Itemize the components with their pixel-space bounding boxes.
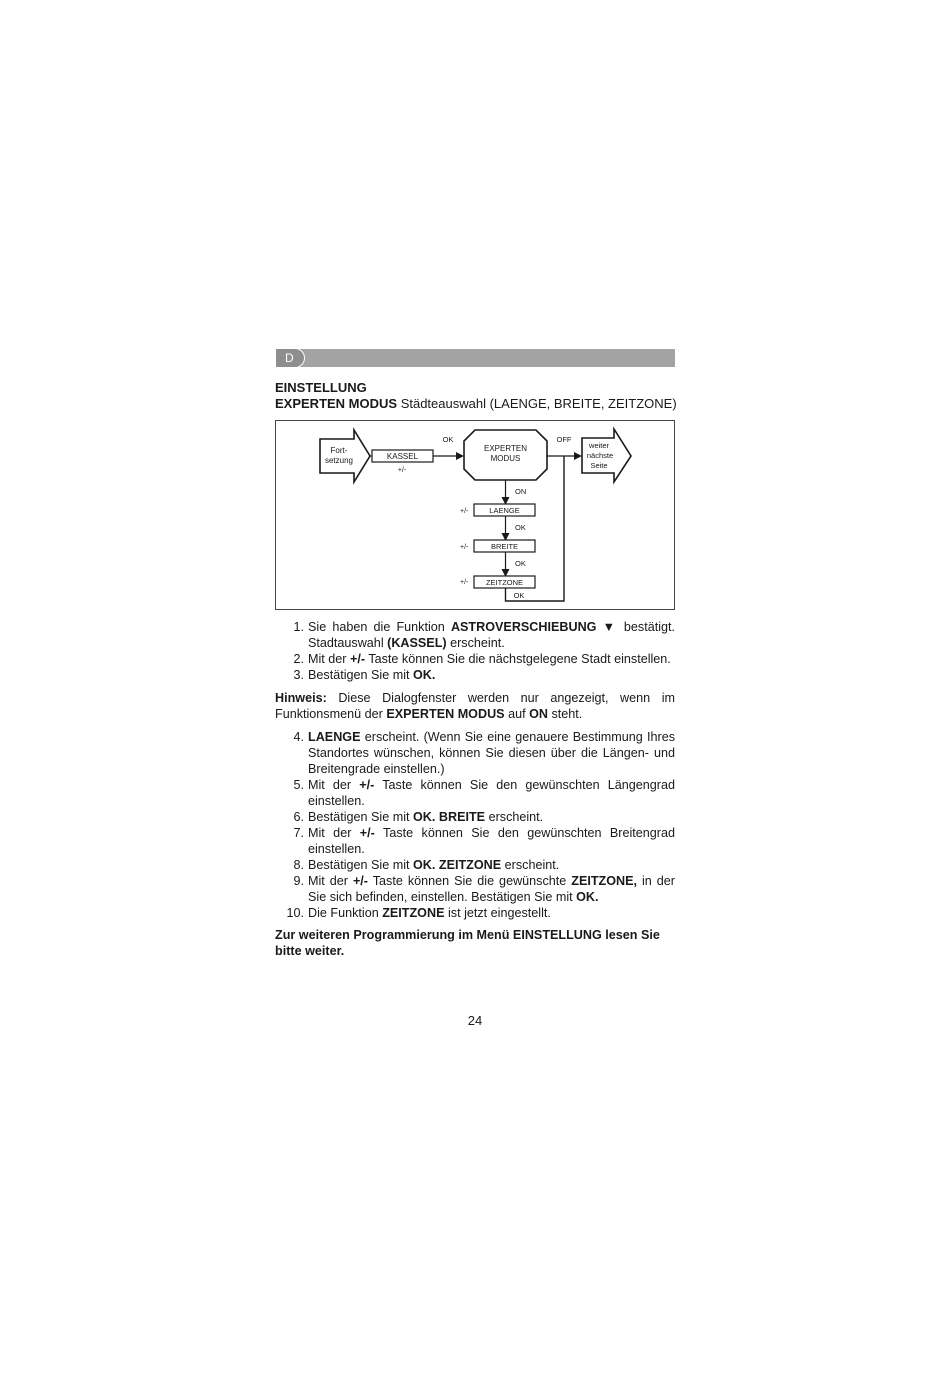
subtitle-mode: EXPERTEN MODUS xyxy=(275,396,398,411)
item-bold: ZEITZONE xyxy=(382,906,445,920)
end-arrow-label-2: nächste xyxy=(586,451,614,460)
item-text: Sie haben die Funktion xyxy=(308,620,451,634)
item-bold: OK. xyxy=(576,890,599,904)
hint-paragraph xyxy=(275,690,675,722)
list-item xyxy=(275,729,675,777)
end-arrow-label-1: weiter xyxy=(588,441,610,450)
item-text: Taste können Sie den gewünschten Längengrad einstellen. xyxy=(308,778,675,808)
item-number: 7. xyxy=(293,826,304,840)
experten-label-2: MODUS xyxy=(490,454,521,463)
hint-text: auf xyxy=(504,707,530,721)
item-text: Taste können Sie die gewünschte xyxy=(368,874,572,888)
item-bold: ZEITZONE, xyxy=(571,874,638,888)
item-bold: +/- xyxy=(359,778,375,792)
item-text: ist jetzt eingestellt. xyxy=(444,906,551,920)
end-arrow-label-3: Seite xyxy=(590,461,608,470)
experten-label-1: EXPERTEN xyxy=(484,444,527,453)
page-number: 24 xyxy=(467,1013,483,1028)
hint-bold: ON xyxy=(529,707,548,721)
item-bold: LAENGE xyxy=(308,730,361,744)
hint-text: Diese Dialogfenster werden nur angezeigt, wenn im Funktionsmenü der xyxy=(275,691,675,721)
list-item xyxy=(275,777,675,809)
list-item xyxy=(275,809,675,825)
item-text: erscheint. xyxy=(485,810,544,824)
item-text: erscheint. (Wenn Sie eine genauere Bestimmung Ihres Standortes wünschen, können Sie diesen über die Längen- und Breitengrade einstellen.) xyxy=(308,730,675,776)
item-number: 1. xyxy=(293,620,304,634)
language-badge: D xyxy=(275,348,305,368)
list-item xyxy=(275,825,675,857)
list-item xyxy=(275,905,675,921)
item-number: 8. xyxy=(293,858,304,872)
item-text: Bestätigen Sie mit xyxy=(308,858,413,872)
item-number: 9. xyxy=(293,874,304,888)
hint-text: steht. xyxy=(547,707,583,721)
item-bold: OK. ZEITZONE xyxy=(413,858,502,872)
item-number: 6. xyxy=(293,810,304,824)
ok-label-zeitzone: OK xyxy=(513,591,525,600)
hint-label: Hinweis: xyxy=(275,691,327,705)
item-number: 10. xyxy=(286,906,304,920)
item-text: erscheint. xyxy=(501,858,560,872)
item-number: 5. xyxy=(293,778,304,792)
on-label: ON xyxy=(515,487,527,496)
list-item xyxy=(275,651,675,667)
closing-note: Zur weiteren Programmierung im Menü EINSTELLUNG lesen Sie bitte weiter. xyxy=(275,928,660,958)
subtitle xyxy=(275,396,677,411)
kassel-plusminus: +/- xyxy=(397,467,407,474)
breite-plusminus: +/- xyxy=(460,544,469,551)
item-bold: +/- xyxy=(359,826,375,840)
hint-bold: EXPERTEN MODUS xyxy=(386,707,505,721)
laenge-label: LAENGE xyxy=(489,506,520,515)
list-item xyxy=(275,667,675,683)
item-text: Taste können Sie die nächstgelegene Stadt einstellen. xyxy=(365,652,671,666)
kassel-label: KASSEL xyxy=(386,452,419,461)
subtitle-rest: Städteauswahl (LAENGE, BREITE, ZEITZONE) xyxy=(397,396,677,411)
list-item xyxy=(275,619,675,651)
list-item xyxy=(275,857,675,873)
item-bold: +/- xyxy=(350,652,366,666)
item-text: in der Sie sich befinden, einstellen. Bestätigen Sie mit xyxy=(308,874,675,904)
off-label: OFF xyxy=(556,435,572,444)
zeitzone-plusminus: +/- xyxy=(460,579,469,586)
item-text: erscheint. xyxy=(446,636,505,650)
item-text: Bestätigen Sie mit xyxy=(308,668,413,682)
item-text: Mit der xyxy=(308,874,353,888)
item-bold: ASTROVERSCHIEBUNG ▼ xyxy=(450,620,618,634)
header-bar xyxy=(275,349,675,367)
item-bold: OK. xyxy=(413,668,436,682)
flow-diagram xyxy=(275,420,675,610)
item-number: 4. xyxy=(293,730,304,744)
section-title: EINSTELLUNG xyxy=(275,380,367,395)
start-arrow-label-2: setzung xyxy=(324,456,354,465)
ok-label-top: OK xyxy=(442,435,454,444)
item-number: 3. xyxy=(293,668,304,682)
item-text: Bestätigen Sie mit xyxy=(308,810,413,824)
steps-list-1 xyxy=(275,619,675,683)
item-text: Die Funktion xyxy=(308,906,383,920)
ok-label-breite: OK xyxy=(515,559,526,568)
laenge-plusminus: +/- xyxy=(460,508,469,515)
steps-list-2 xyxy=(275,729,675,921)
item-text: bestätigt. Stadtauswahl xyxy=(308,620,676,650)
item-text: Mit der xyxy=(308,826,360,840)
item-number: 2. xyxy=(293,652,304,666)
start-arrow-label-1: Fort- xyxy=(330,446,348,455)
item-text: Mit der xyxy=(308,778,360,792)
item-text: Mit der xyxy=(308,652,350,666)
zeitzone-label: ZEITZONE xyxy=(485,578,524,587)
item-text: Taste können Sie den gewünschten Breitengrad einstellen. xyxy=(308,826,675,856)
item-bold: (KASSEL) xyxy=(387,636,447,650)
item-bold: +/- xyxy=(352,874,368,888)
list-item xyxy=(275,873,675,905)
item-bold: OK. BREITE xyxy=(413,810,486,824)
ok-label-laenge: OK xyxy=(515,523,526,532)
breite-label: BREITE xyxy=(490,542,519,551)
